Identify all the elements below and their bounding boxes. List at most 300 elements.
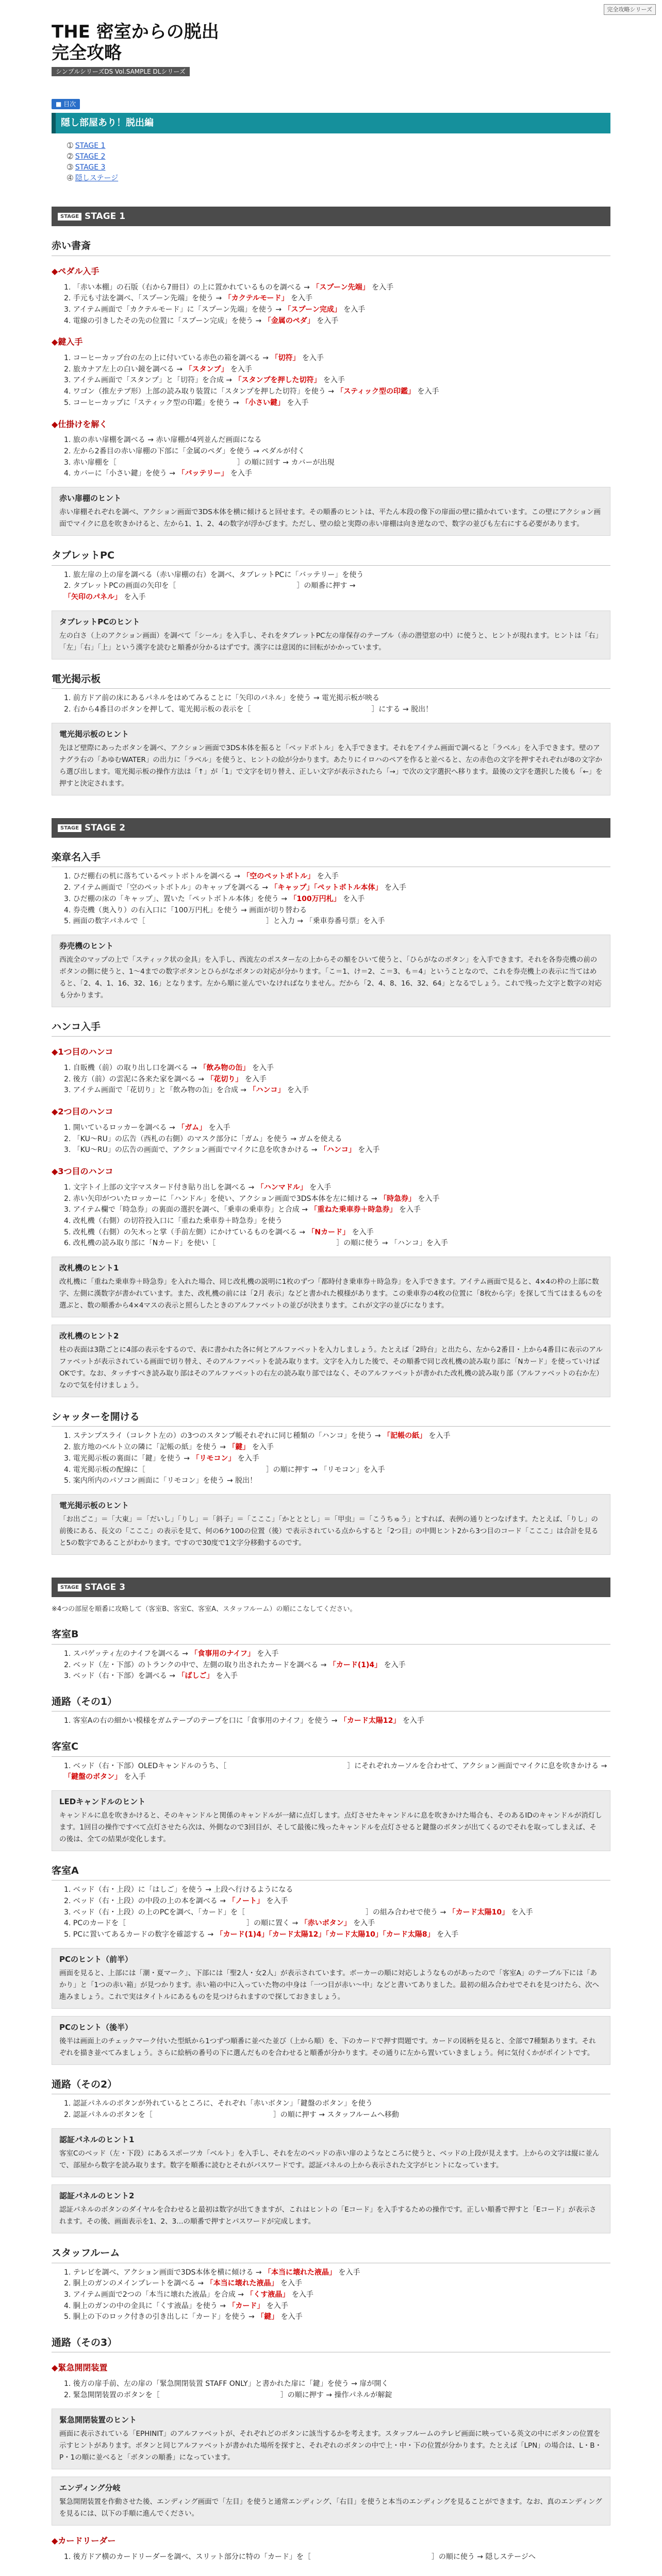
step-text: 4. 胴上のガンの中の金具に「くす液晶」を使う → [64, 2301, 228, 2310]
step-text: を入手 [416, 1194, 440, 1203]
section-heading: ◆ 3つ目のハンコ [52, 1165, 610, 1178]
step-item [64, 353, 610, 364]
step-item [64, 1442, 610, 1453]
step-item [64, 468, 610, 480]
step-text: を入手 [351, 1919, 375, 1928]
step-text: 2. 認証パネルのボタンを［ [64, 2111, 153, 2120]
step-text: 1. ひだ棚右の机に落ちているペットボトルを調べる → [64, 872, 243, 881]
step-item [64, 2301, 610, 2312]
hint-box [52, 1257, 610, 1317]
step-text: を入手 [336, 2268, 360, 2277]
step-text: 2. アイテム画面で「空のペットボトル」のキャップを調べる → [64, 884, 271, 892]
hint-box [52, 2184, 610, 2233]
step-text: 1. ベッド（右・下部）OLEDキャンドルのうち、［ [64, 1761, 227, 1770]
step-list [64, 1716, 610, 1727]
step-list [64, 1885, 610, 1940]
step-text: ］の順番に押す → [289, 582, 356, 590]
item-name: 「ハンマドル」 [256, 1183, 307, 1192]
item-name: 「鍵」 [257, 2313, 279, 2321]
toc-link[interactable]: STAGE 3 [75, 163, 106, 172]
step-text: ］の順に回す → カバーが出現 [229, 458, 335, 467]
step-text: 1. 前方ドア前の床にあるパネルをはめてみることに「矢印のパネル」を使う → 電光掲示板が映る [64, 694, 380, 703]
step-item [64, 1918, 610, 1929]
step-item [64, 1907, 610, 1919]
room-title: 通路（その1） [52, 1694, 610, 1711]
step-text: 3. 電光掲示板の裏面に「鍵」を使う → [64, 1454, 192, 1463]
step-text: 2. 「KU〜RU」の広告（西札の右側）のマスク部分に「ガム」を使う → ガムを使える [64, 1134, 342, 1143]
table-of-contents [67, 141, 610, 184]
step-item [64, 1216, 610, 1227]
step-text: 5. 案内所内のパソコン画面に「リモコン」を使う → 脱出！ [64, 1477, 257, 1485]
item-name: 「飲み物の缶」 [199, 1064, 250, 1073]
step-item [64, 304, 610, 316]
step-text: を入手 [264, 1897, 288, 1906]
step-text: 2. 旅方地のベルト立の隣に「記帳の紙」を使う → [64, 1443, 228, 1452]
toc-link[interactable]: STAGE 2 [75, 152, 106, 161]
hint-box [52, 611, 610, 659]
step-text: 3. アイテム欄で「時急券」の裏面の選択を調べ、「乗車の乗車券」と合成 → [64, 1206, 310, 1214]
step-item [64, 1660, 610, 1671]
step-text: 1. 「赤い本棚」の石版（右から7冊目）の上に置かれているものを調べる → [64, 283, 312, 292]
stage-title: STAGE 3 [85, 1582, 126, 1592]
step-item [64, 581, 610, 592]
subtitle: シンプルシリーズDS Vol.SAMPLE DLシリーズ [52, 67, 190, 77]
step-item [64, 1145, 610, 1156]
step-item [64, 916, 610, 927]
step-text: 3. アイテム画面で「花切り」と「飲み物の缶」を合成 → [64, 1086, 249, 1095]
step-item [64, 435, 610, 446]
step-text: 2. 右から4番目のボタンを押して、電光掲示板の表示を［ [64, 705, 251, 714]
stage-header [52, 207, 610, 226]
hint-title: LEDキャンドルのヒント [59, 1797, 146, 1806]
hint-body: 「お出ごこ」＝「大東」＝「だいし」「りし」＝「斜子」＝「こここ」「かとととし」＝「甲虫」＝「こうちゅう」とすれば、表例の通りとつなげます。たとえば、「りし」の前後にある、長文の「こここ」の表示を見て、何の6ケ100の位置（後）で表示されている点からすると「2つ目」の中間ヒント2から3つ目のコード「こここ」は合計を見ると5の数字であることがわかります。ですので30度で1文字分移動するのです。 [59, 1515, 599, 1548]
hint-body: 先ほど壁際にあったボタンを調べ、アクション画面で3DS本体を振ると「ベッドボトル」を入手できます。それをアイテム画面で調べると「ラベル」を入手できます。壁のアナグラ右の「あゆむWATER」の出力に「ラベル」を使うと、ヒントの絵が分かります。あたりにイロハのペアを作ると並べると、左の赤色の文字を押すそれぞれが8の文字から選び出します。電光掲示板の操作方法は「↑」が「1」で文字を切り替え、正しい文字が表示されたら「→」で次の文字選択へ移ります。最後の文字を選択した後も「←」を押すと決定されます。 [59, 743, 603, 788]
step-item [64, 2267, 610, 2279]
step-text: 5. 画面の数字パネルで［ [64, 917, 145, 926]
item-name: 「ガム」 [177, 1123, 207, 1132]
step-text: を入手 [228, 469, 252, 478]
step-item [64, 386, 610, 398]
step-text: 3. アイテム画面で「スタンプ」と「切符」を合成 → [64, 376, 235, 385]
step-text: 4. 電光掲示板の配線に［ [64, 1465, 145, 1474]
section-heading: ◆ カードリーダー [52, 2535, 610, 2548]
step-text: 3. アイテム画面で2つの「本当に壊れた液晶」を合成 → [64, 2290, 246, 2299]
step-text: 1. 自販機（前）の取り出し口を調べる → [64, 1064, 200, 1073]
room-title: 楽章名入手 [52, 850, 610, 867]
step-text: ］にそれぞれカーソルを合わせて、アクション画面でマイクに息を吹きかける → [340, 1761, 607, 1770]
toc-link[interactable]: 隠しステージ [75, 174, 119, 182]
step-text: 2. 後方（前）の雲泥に各来た家を調べる → [64, 1075, 207, 1083]
step-text: 4. 券売機（奥入り）の右入口に「100万円札」を使う → 画面が切り替わる [64, 906, 307, 914]
step-text: を入手 [228, 365, 252, 374]
step-text: ］の順に使う → 「ハンコ」を入手 [329, 1239, 448, 1248]
step-text: 3. アイテム画面で「カクテルモード」に「スプーン先端」を使う → [64, 305, 284, 314]
step-text: 2. 左から2番目の赤い扉棚の下部に「金属のペダ」を使う → ペダルが付く [64, 447, 305, 456]
step-text: 2. 旅カナア左上の白い鏡を調べる → [64, 365, 185, 374]
step-item [64, 446, 610, 457]
item-name: 「ハンコ」 [249, 1086, 285, 1095]
step-text: を入手 [288, 294, 312, 303]
step-text: を入手 [289, 2290, 313, 2299]
item-name: 「記帳の紙」 [383, 1432, 427, 1440]
hint-title: 券売機のヒント [59, 941, 114, 951]
step-text: ］の順に押す → 操作パネルが解錠 [273, 2391, 392, 2399]
step-text: 6. 改札機の読み取り部に「Nカード」を使い［ [64, 1239, 216, 1248]
step-item [64, 282, 610, 294]
hint-box [52, 723, 610, 795]
section-heading: ◆ 2つ目のハンコ [52, 1106, 610, 1118]
page-title [52, 22, 610, 64]
step-item [64, 457, 610, 469]
hint-box [52, 1494, 610, 1555]
step-item [64, 398, 610, 409]
hint-body: 西流全のマップの上で「スティック状の金具」を入手し、西流左のポスター左の上からその額をひいて使うと、「ひらがなのボタン」を入手できます。それを各券売機の前のボタンの側に使うと、1〜4までの数字ボタンとひらがなボタンの対応が分かります。「こ＝1、け＝2、こ＝3、も＝4」ということなので、これを券売機上の表示に当てはめると、「2、4、1、16、32、16」となります。左から順に並んでいなければなりません。だから「2、4、8、16、32、64」となるでしょう。これで残った文字と数字の対応も分かります。 [59, 956, 602, 999]
step-item [64, 293, 610, 304]
step-text: を入手 [340, 894, 365, 903]
hint-title: 電光掲示板のヒント [59, 1500, 129, 1510]
hint-title: 改札機のヒント2 [59, 1331, 119, 1341]
stage-title: STAGE 1 [85, 211, 126, 222]
step-list [64, 353, 610, 409]
item-name: 「鍵」 [228, 1443, 250, 1452]
step-text: を入手 [382, 884, 406, 892]
toc-bullet-icon: ➁ [67, 152, 73, 161]
toc-item [67, 173, 610, 184]
step-item [64, 316, 610, 327]
step-text: を入手 [314, 316, 339, 325]
step-text: 4. PCのカードを［ [64, 1919, 126, 1928]
stage-chip: STAGE [58, 213, 81, 221]
item-name: 「カード(1)4」「カード太陽12」「カード太陽10」「カード太陽8」 [216, 1930, 435, 1939]
banner: 隠し部屋あり！脱出編 [52, 113, 610, 133]
step-text: 1. 旅の赤い扉棚を調べる → 赤い扉棚が4列並んだ画面になる [64, 436, 262, 445]
step-text: を入手 [285, 398, 309, 407]
toc-item [67, 151, 610, 162]
hint-box [52, 2477, 610, 2526]
step-text: を入手 [213, 1672, 238, 1681]
item-name: 「バッテリー」 [177, 469, 228, 478]
step-item [64, 1465, 610, 1476]
hint-body: 客室Cのベッド（左・下段）にあるスポーツカ「ベルト」を入手し、それを左のベッドの赤い扉のようなところに使うと、ベッドの上段が見えます。上からの文字は縦に並んで、部屋から数字を読み取ります。数字を順番に読むとそれがパスワードです。認証パネルの上から表示された文字がヒントになっています。 [59, 2149, 600, 2170]
step-text: を入手 [369, 283, 394, 292]
step-text: 1. 客室Aの右の細かい模様をガムテープのテープを口に「食事用のナイフ」を使う → [64, 1717, 340, 1725]
step-text: 3. ベッド（右・上段）の上のPCを調べ、「カード」を［ [64, 1908, 245, 1917]
title-line-2: 完全攻略 [52, 42, 122, 63]
hint-box [52, 2128, 610, 2177]
hint-box [52, 1948, 610, 2009]
step-text: を入手 [321, 376, 345, 385]
hint-body: 認証パネルのボタンのダイヤルを合わせると最初は数字が出てきますが、これはヒントの「Eコード」を入手するための操作です。正しい順番で押すと「Eコード」が表示されます。その後、画面表示を1、2、3…の順番で押すとパスワードが完成します。 [59, 2206, 597, 2226]
step-list [64, 435, 610, 480]
step-text: ］の順に置く → [239, 1919, 301, 1928]
step-item [64, 1063, 610, 1074]
step-text: を入手 [400, 1717, 424, 1725]
toc-bullet-icon: ➃ [67, 174, 73, 182]
step-text: を入手 [250, 1064, 274, 1073]
step-item [64, 364, 610, 376]
step-text: を入手 [315, 872, 339, 881]
item-name: 「スタンプを押した切符」 [234, 376, 321, 385]
step-text: を入手 [122, 1773, 146, 1782]
item-name: 「本当に壊れた液晶」 [264, 2268, 337, 2277]
step-text: 3. 「KU〜RU」の広告の画面で、アクション画面でマイクに息を吹きかける → [64, 1146, 320, 1155]
step-item [64, 894, 610, 905]
item-name: 「カード太陽12」 [339, 1717, 401, 1725]
item-name: 「カード太陽10」 [448, 1908, 509, 1917]
hint-title: 認証パネルのヒント2 [59, 2191, 135, 2200]
stage-chip: STAGE [58, 1584, 81, 1592]
step-item [64, 693, 610, 704]
hint-body: 赤い扉棚それぞれを調べ、アクション画面で3DS本体を横に傾けると回せます。その順番のヒントは、平たん本段の像下の扉面の壁に描かれています。この壁にアクション画面でマイクに息を吹きかけると、左から1、1、2、4の数字が浮かびます。ただし、壁の絵と実際の赤い扉棚は向き逆なので、数字の並びも左右にする必要があります。 [59, 508, 601, 529]
step-item [64, 1123, 610, 1134]
item-name: 「食事用のナイフ」 [190, 1649, 255, 1658]
step-text: ］にする → 脱出！ [364, 705, 433, 714]
hint-body: 画面を見ると、上部には「潮・夏マーク」、下部には「聖2人・女2人」が表示されています。ボーカーの順に対応しようなものがあったので「客室A」のテーブル下には「あかり」と「1つの赤い箱」が見つかります。赤い箱の中に入っていた物の中身は「一つ目が赤い〜中」などと書いてありました。最初の組み合わせでそれを見つけたら、次へ進みましょう。これで実はタイトルにあるものを見つけられますので探しておきましょう。 [59, 1969, 600, 2001]
step-text: 1. 後方の扉手前、左の扉の「緊急開閉装置 STAFF ONLY」と書かれた扉に「鍵」を使う → 扉が開く [64, 2380, 389, 2388]
step-item [64, 1227, 610, 1239]
step-text: 1. ベッド（右・上段）に「はしご」を使う → 上段へ行けるようになる [64, 1886, 293, 1894]
step-list [64, 1123, 610, 1156]
hint-body: 画面に表示されている「EPHINIT」のアルファベットが、それぞれどのボタンに該当するかを考えます。スタッフルームのテレビ画面に映っている英文の中にボタンの位置を示すヒントがあります。ボタンと同じアルファベットが書かれた場所を探すと、それぞれのボタンの中で上・中・下の位置が分かります。たとえば「LPN」の場合は、L・B・P・1の順に並べると「ボタンの順番」になっています。 [59, 2429, 602, 2462]
room-title: 電光掲示板 [52, 672, 610, 689]
step-text: 2. 手元も寸法を調べ、「スプーン先端」を使う → [64, 294, 224, 303]
step-item [64, 1085, 610, 1096]
step-item [64, 1929, 610, 1941]
toc-link[interactable]: STAGE 1 [75, 141, 106, 150]
step-text: 3. ベッド（右・下部）を調べる → [64, 1672, 178, 1681]
step-text: 2. 赤い矢印がついたロッカーに「ハンドル」を使い、アクション画面で3DS本体を左に傾ける → [64, 1194, 380, 1203]
hint-box [52, 2016, 610, 2065]
item-name: 「矢印のパネル」 [64, 593, 122, 602]
hint-body: キャンドルに息を吹きかけると、そのキャンドルと関係のキャンドルが一緒に点灯します。点灯させたキャンドルに息を吹きかけた場合も、そのあるIDのキャンドルが消灯します。1回目の操作ですべて点灯させたら次は、外側なので3回目が、そして最後に残ったキャンドルを点灯させると鍵盤のボタンが出てくるのでそれを取ってしまえば、その後は、全ての結果が変化します。 [59, 1811, 602, 1843]
hint-title: 改札機のヒント1 [59, 1263, 119, 1273]
step-text: を入手 [307, 1183, 332, 1192]
step-text: 5. PCに置いてあるカードの数字を確認する → [64, 1930, 216, 1939]
stage-chip: STAGE [58, 824, 81, 833]
item-name: 「くす液晶」 [246, 2290, 290, 2299]
hint-title: 電光掲示板のヒント [59, 729, 129, 739]
step-item [64, 570, 610, 581]
step-text: を入手 [254, 1649, 279, 1658]
step-text: 4. カバーに「小さい鍵」を使う → [64, 469, 178, 478]
room-title: 客室B [52, 1627, 610, 1644]
item-name: 「小さい鍵」 [241, 398, 285, 407]
step-item [64, 1205, 610, 1216]
hint-title: エンディング分岐 [59, 2483, 121, 2493]
step-text: 4. 電線の引きしたその先の位置に「スプーン完成」を使う → [64, 316, 264, 325]
step-item [64, 883, 610, 894]
step-list [64, 282, 610, 327]
item-name: 「切符」 [271, 354, 300, 363]
step-item [64, 1134, 610, 1145]
step-item [64, 592, 610, 603]
item-name: 「カード」 [228, 2301, 264, 2310]
step-text: 5. 改札機（右側）の矢木っと掌（手前左側）にかけているものを調べる → [64, 1228, 308, 1236]
step-text: 1. スパゲッティ左のナイフを調べる → [64, 1649, 191, 1658]
hint-body: 左の白さ（上のアクション画面）を調べて「シール」を入手し、それをタブレットPC左の扉保存のテーブル（赤の潜望窓の中）に使うと、ヒントが現れます。ヒントは「右」「左」「右」「上」という漢字を読むと順番が分かるはずです。漢字には意図的に回転がかかっています。 [59, 631, 603, 652]
step-text: 2. 緊急開閉装置のボタンを［ [64, 2391, 160, 2399]
hint-box [52, 935, 610, 1007]
section-heading: ◆ 1つ目のハンコ [52, 1046, 610, 1059]
step-list [64, 2267, 610, 2323]
step-item [64, 704, 610, 716]
item-name: 「花切り」 [206, 1075, 243, 1083]
step-list [64, 1649, 610, 1682]
section-heading: ◆ 仕掛けを解く [52, 418, 610, 431]
guide-content [52, 207, 610, 2563]
step-text: 4. ワゴン（推左テブ形）上部の読み取り装置に「スタンプを押した切符」を使う → [64, 387, 337, 396]
step-list [64, 570, 610, 603]
step-text: を入手 [122, 593, 146, 602]
item-name: 「金属のペダ」 [263, 316, 315, 325]
item-name: 「カクテルモード」 [224, 294, 289, 303]
step-text: を入手 [278, 2279, 303, 2288]
step-item [64, 1716, 610, 1727]
toc-item [67, 141, 610, 151]
hint-box [52, 2409, 610, 2469]
step-item [64, 871, 610, 883]
step-text: 2. ベッド（右・上段）の中段の上の本を調べる → [64, 1897, 228, 1906]
item-name: 「空のペットボトル」 [242, 872, 315, 881]
hint-body: 改札機に「重ねた乗車券＋時急券」を入れた場合、同じ改札機の説明に1枚のずつ「都時付き乗車券＋時急券」を入手できます。アイテム画面で見ると、4×4の枠の上部に数字、左側に漢数字が書かれています。また、改札機の前には「2月 表示」などと書かれた模様があります。この乗車券の4枚の位置に「8枚から字」を探して当てはまるものを選ぶと、数の順番から4×4マスの表示と照らしたときのアルファベットの並びが決まります。これが文字の並びになります。 [59, 1278, 603, 1310]
step-item [64, 2379, 610, 2390]
step-item [64, 2290, 610, 2301]
step-item [64, 2552, 610, 2563]
step-list [64, 871, 610, 927]
toc-badge: ■ 目次 [52, 99, 80, 110]
hint-box [52, 487, 610, 536]
step-text: 1. 開いているロッカーを調べる → [64, 1123, 178, 1132]
item-name: 「本当に壊れた液晶」 [206, 2279, 278, 2288]
hint-title: PCのヒント（後半） [59, 2022, 133, 2032]
step-text: を入手 [242, 1075, 267, 1083]
step-list [64, 693, 610, 715]
step-text: を入手 [415, 387, 439, 396]
step-text: 1. 文字トイ上部の文字マスタード付き貼り出しを調べる → [64, 1183, 257, 1192]
room-title: ハンコ入手 [52, 1020, 610, 1037]
hint-title: 認証パネルのヒント1 [59, 2134, 135, 2144]
item-name: 「ばしご」 [177, 1672, 214, 1681]
step-item [64, 2312, 610, 2323]
hint-title: 赤い扉棚のヒント [59, 494, 122, 503]
step-item [64, 1761, 610, 1783]
room-title: シャッターを開ける [52, 1410, 610, 1427]
step-item [64, 1453, 610, 1465]
item-name: 「スティック型の印鑑」 [336, 387, 416, 396]
hint-body: 後半は画面上のチェックマーク付いた型紙から1つずつ順番に並べた並び（上から順）を、下のカードで押す問題です。カードの図柄を見ると、全部で7種類あります。それぞれを描き並べてみましょう。さらに絵柄の番号の下に選んだものを合わせると順番が分かります。その通りに左から置いていきましょう。何に気付くかがポイントです。 [59, 2037, 596, 2058]
title-line-1: THE 密室からの脱出 [52, 22, 219, 42]
step-text: を入手 [250, 1443, 274, 1452]
item-name: 「赤いボタン」 [300, 1919, 351, 1928]
toc-bullet-icon: ➂ [67, 163, 73, 172]
step-item [64, 1896, 610, 1907]
step-text: ］の順に押す → スタッフルームへ移動 [266, 2111, 399, 2120]
hint-box [52, 1790, 610, 1851]
step-item [64, 1431, 610, 1442]
toc-item [67, 162, 610, 173]
room-title: 客室A [52, 1863, 610, 1880]
step-text: を入手 [434, 1930, 459, 1939]
step-item [64, 2278, 610, 2290]
item-name: 「100万円札」 [289, 894, 341, 903]
step-text: 1. テレビを調べ、アクション画面で3DS本体を横に傾ける → [64, 2268, 264, 2277]
step-item [64, 1194, 610, 1205]
stage-header [52, 1578, 610, 1597]
stage-header [52, 818, 610, 838]
step-text: 2. 胴上のガンのメインプレートを調べる → [64, 2279, 206, 2288]
step-text: を入手 [264, 2301, 288, 2310]
step-text: ］と入力 → 「乗車券番号票」を入手 [258, 917, 385, 926]
step-list [64, 1063, 610, 1096]
item-name: 「キャップ」「ペットボトル本体」 [270, 884, 383, 892]
step-text: を入手 [341, 305, 366, 314]
stage-note: ※4つの部屋を順番に攻略して（客室B、客室C、客室A、スタッフルーム）の順にこなしてください。 [52, 1605, 357, 1614]
toc-badge-row [52, 98, 610, 110]
room-title: 通路（その2） [52, 2077, 610, 2094]
hint-box [52, 1325, 610, 1397]
item-name: 「ハンコ」 [319, 1146, 356, 1155]
section-heading: ◆ 鍵入手 [52, 336, 610, 349]
step-item [64, 2110, 610, 2121]
step-text: 1. 後方ドア横のカードリーダーを調べ、スリット部分に特の「カード」を［ [64, 2552, 311, 2561]
step-item [64, 1649, 610, 1660]
step-text: ］の順に使う → 隠しステージへ [424, 2552, 536, 2561]
step-text: を入手 [285, 1086, 309, 1095]
toc-bullet-icon: ➀ [67, 141, 73, 150]
hint-body: 緊急開閉装置を作動させた後、エンディング画面で「左目」を使うと通常エンディング、「右目」を使うと本当のエンディングを見ることができます。なお、真のエンディングを見るには、以下の手順に進んでください。 [59, 2497, 602, 2518]
step-text: 4. 改札機（右側）の切符投入口に「重ねた乗車券＋時急券」を使う [64, 1216, 283, 1225]
room-title: スタッフルーム [52, 2246, 610, 2263]
item-name: 「スタンプ」 [185, 365, 228, 374]
step-item [64, 1885, 610, 1896]
step-list [64, 1182, 610, 1249]
step-item [64, 375, 610, 386]
stage-title: STAGE 2 [85, 822, 126, 833]
item-name: 「重ねた乗車券＋時急券」 [310, 1206, 397, 1214]
step-list [64, 1431, 610, 1486]
item-name: 「時急券」 [379, 1194, 416, 1203]
section-heading: ◆ ペダル入手 [52, 265, 610, 278]
step-text: を入手 [396, 1206, 421, 1214]
step-item [64, 1671, 610, 1682]
step-text: を入手 [382, 1660, 406, 1669]
step-text: を入手 [426, 1432, 451, 1440]
step-item [64, 1074, 610, 1086]
step-text: 5. 胴上の下のロック付きの引き出しに「カード」を使う → [64, 2313, 257, 2321]
step-text: を入手 [235, 1454, 259, 1463]
step-text: 1. ステンプスライ（コレクト左の）の3つのスタンプ帳それぞれに同じ種類の「ハンコ」を使う → [64, 1432, 384, 1440]
room-title: 客室C [52, 1739, 610, 1756]
step-text: ］の組み合わせで使う → [358, 1908, 449, 1917]
step-text: を入手 [509, 1908, 533, 1917]
room-title: 赤い書斎 [52, 239, 610, 256]
room-title: 通路（その3） [52, 2335, 610, 2352]
step-text: 3. 赤い扉棚を［ [64, 458, 117, 467]
hint-title: 緊急開閉装置のヒント [59, 2415, 137, 2425]
item-name: 「Nカード」 [307, 1228, 350, 1236]
step-text: を入手 [300, 354, 324, 363]
step-list [64, 2098, 610, 2121]
step-text: 5. コーヒーカップに「スティック型の印鑑」を使う → [64, 398, 242, 407]
step-text: を入手 [350, 1228, 374, 1236]
step-item [64, 1182, 610, 1194]
item-name: 「リモコン」 [192, 1454, 236, 1463]
item-name: 「鍵盤のボタン」 [64, 1773, 122, 1782]
hint-title: PCのヒント（前半） [59, 1954, 133, 1964]
series-tag: 完全攻略シリーズ [604, 4, 656, 15]
item-name: 「スプーン完成」 [284, 305, 341, 314]
step-item [64, 1476, 610, 1487]
